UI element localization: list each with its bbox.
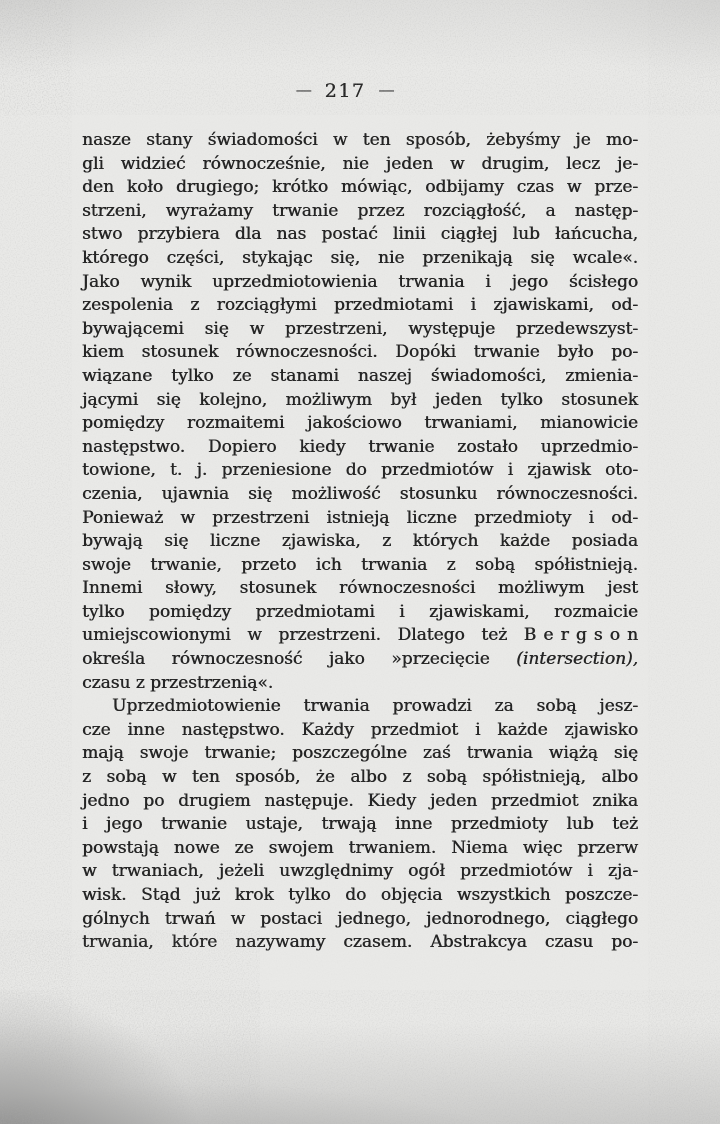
italic-term: (intersection), bbox=[516, 649, 638, 670]
text-line bbox=[82, 695, 638, 719]
line-text: i jego trwanie ustaje, trwają inne przedmioty lub też bbox=[82, 814, 638, 835]
text-line bbox=[82, 412, 638, 436]
text-line bbox=[82, 129, 638, 153]
letterspaced-name: Bergson bbox=[523, 625, 646, 646]
text-line bbox=[82, 931, 638, 955]
line-text: mają swoje trwanie; poszczególne zaś trwania wiążą się bbox=[82, 743, 638, 764]
text-line bbox=[82, 530, 638, 554]
line-text: strzeni, wyrażamy trwanie przez rozciągłość, a następ- bbox=[82, 200, 638, 221]
line-text: następstwo. Dopiero kiedy trwanie zostało uprzedmio- bbox=[82, 436, 638, 457]
text-line bbox=[82, 247, 638, 271]
text-line bbox=[82, 624, 646, 648]
line-text: den koło drugiego; krótko mówiąc, odbijamy czas w prze- bbox=[82, 177, 638, 198]
text-line bbox=[82, 813, 638, 837]
line-text: cze inne następstwo. Każdy przedmiot i każde zjawisko bbox=[82, 719, 638, 740]
line-text: tylko pomiędzy przedmiotami i zjawiskami, rozmaicie bbox=[82, 601, 638, 622]
line-text: czasu z przestrzenią«. bbox=[82, 672, 274, 693]
text-line bbox=[82, 459, 638, 483]
text-line bbox=[82, 577, 638, 601]
line-text: nasze stany świadomości w ten sposób, żebyśmy je mo- bbox=[82, 130, 638, 150]
page-number: 217 bbox=[324, 80, 366, 102]
text-line bbox=[82, 153, 638, 177]
line-text: gólnych trwań w postaci jednego, jednorodnego, ciągłego bbox=[82, 908, 638, 929]
line-text: umiejscowionymi w przestrzeni. Dlatego też bbox=[82, 625, 524, 646]
line-text: Innemi słowy, stosunek równoczesności możliwym jest bbox=[82, 578, 638, 599]
text-line bbox=[82, 766, 638, 790]
line-text: wiązane tylko ze stanami naszej świadomości, zmienia- bbox=[82, 365, 638, 386]
text-line bbox=[82, 318, 638, 342]
text-line bbox=[82, 176, 638, 200]
text-line bbox=[82, 389, 638, 413]
line-text: jedno po drugiem następuje. Kiedy jeden przedmiot znika bbox=[82, 790, 638, 811]
line-text: gli widzieć równocześnie, nie jeden w drugim, lecz je- bbox=[82, 153, 638, 174]
text-line bbox=[82, 837, 638, 861]
body-text bbox=[82, 129, 646, 955]
line-text: bywającemi się w przestrzeni, występuje przedewszyst- bbox=[82, 318, 638, 339]
text-line bbox=[82, 790, 638, 814]
line-text: powstają nowe ze swojem trwaniem. Niema więc przerw bbox=[82, 837, 638, 858]
text-line bbox=[82, 436, 638, 460]
text-line bbox=[82, 294, 638, 318]
line-text: z sobą w ten sposób, że albo z sobą spółistnieją, albo bbox=[82, 767, 638, 788]
text-line bbox=[82, 223, 638, 247]
text-line bbox=[82, 742, 638, 766]
line-text: towione, t. j. przeniesione do przedmiotów i zjawisk oto- bbox=[82, 460, 638, 481]
text-line bbox=[82, 200, 638, 224]
header-dash-left: — bbox=[295, 80, 312, 99]
page-header bbox=[0, 80, 690, 102]
text-line bbox=[82, 908, 638, 932]
text-line bbox=[82, 554, 638, 578]
line-text: wisk. Stąd już krok tylko do objęcia wszystkich poszcze- bbox=[82, 885, 638, 905]
line-text: stwo przybiera dla nas postać linii ciągłej lub łańcucha, bbox=[82, 224, 638, 245]
line-text: pomiędzy rozmaitemi jakościowo trwaniami, mianowicie bbox=[82, 413, 638, 434]
line-text: zespolenia z rozciągłymi przedmiotami i zjawiskami, od- bbox=[82, 295, 638, 316]
text-line bbox=[82, 483, 638, 507]
text-line bbox=[82, 719, 638, 743]
line-text: Ponieważ w przestrzeni istnieją liczne przedmioty i od- bbox=[82, 507, 638, 528]
text-line bbox=[82, 507, 638, 531]
text-line bbox=[82, 271, 638, 295]
text-line bbox=[82, 884, 638, 908]
text-line bbox=[82, 672, 638, 696]
text-line bbox=[82, 601, 638, 625]
text-line bbox=[82, 341, 638, 365]
line-text: czenia, ujawnia się możliwość stosunku równoczesności. bbox=[82, 483, 638, 504]
line-text: kiem stosunek równoczesności. Dopóki trwanie było po- bbox=[82, 342, 638, 363]
line-text: którego części, stykając się, nie przenikają się wcale«. bbox=[82, 247, 638, 268]
line-text: w trwaniach, jeżeli uwzględnimy ogół przedmiotów i zja- bbox=[82, 861, 638, 882]
line-text: swoje trwanie, przeto ich trwania z sobą spółistnieją. bbox=[82, 554, 638, 575]
text-line bbox=[82, 860, 638, 884]
header-dash-right: — bbox=[378, 80, 395, 99]
line-text: określa równoczesność jako »przecięcie bbox=[82, 649, 517, 670]
line-text: Uprzedmiotowienie trwania prowadzi za sobą jesz- bbox=[112, 696, 638, 717]
line-text: bywają się liczne zjawiska, z których każde posiada bbox=[82, 531, 638, 552]
text-line bbox=[82, 648, 638, 672]
text-line bbox=[82, 365, 638, 389]
line-text: Jako wynik uprzedmiotowienia trwania i jego ścisłego bbox=[82, 271, 638, 292]
line-text: jącymi się kolejno, możliwym był jeden tylko stosunek bbox=[82, 389, 638, 410]
line-text: trwania, które nazywamy czasem. Abstrakcya czasu po- bbox=[82, 932, 638, 953]
